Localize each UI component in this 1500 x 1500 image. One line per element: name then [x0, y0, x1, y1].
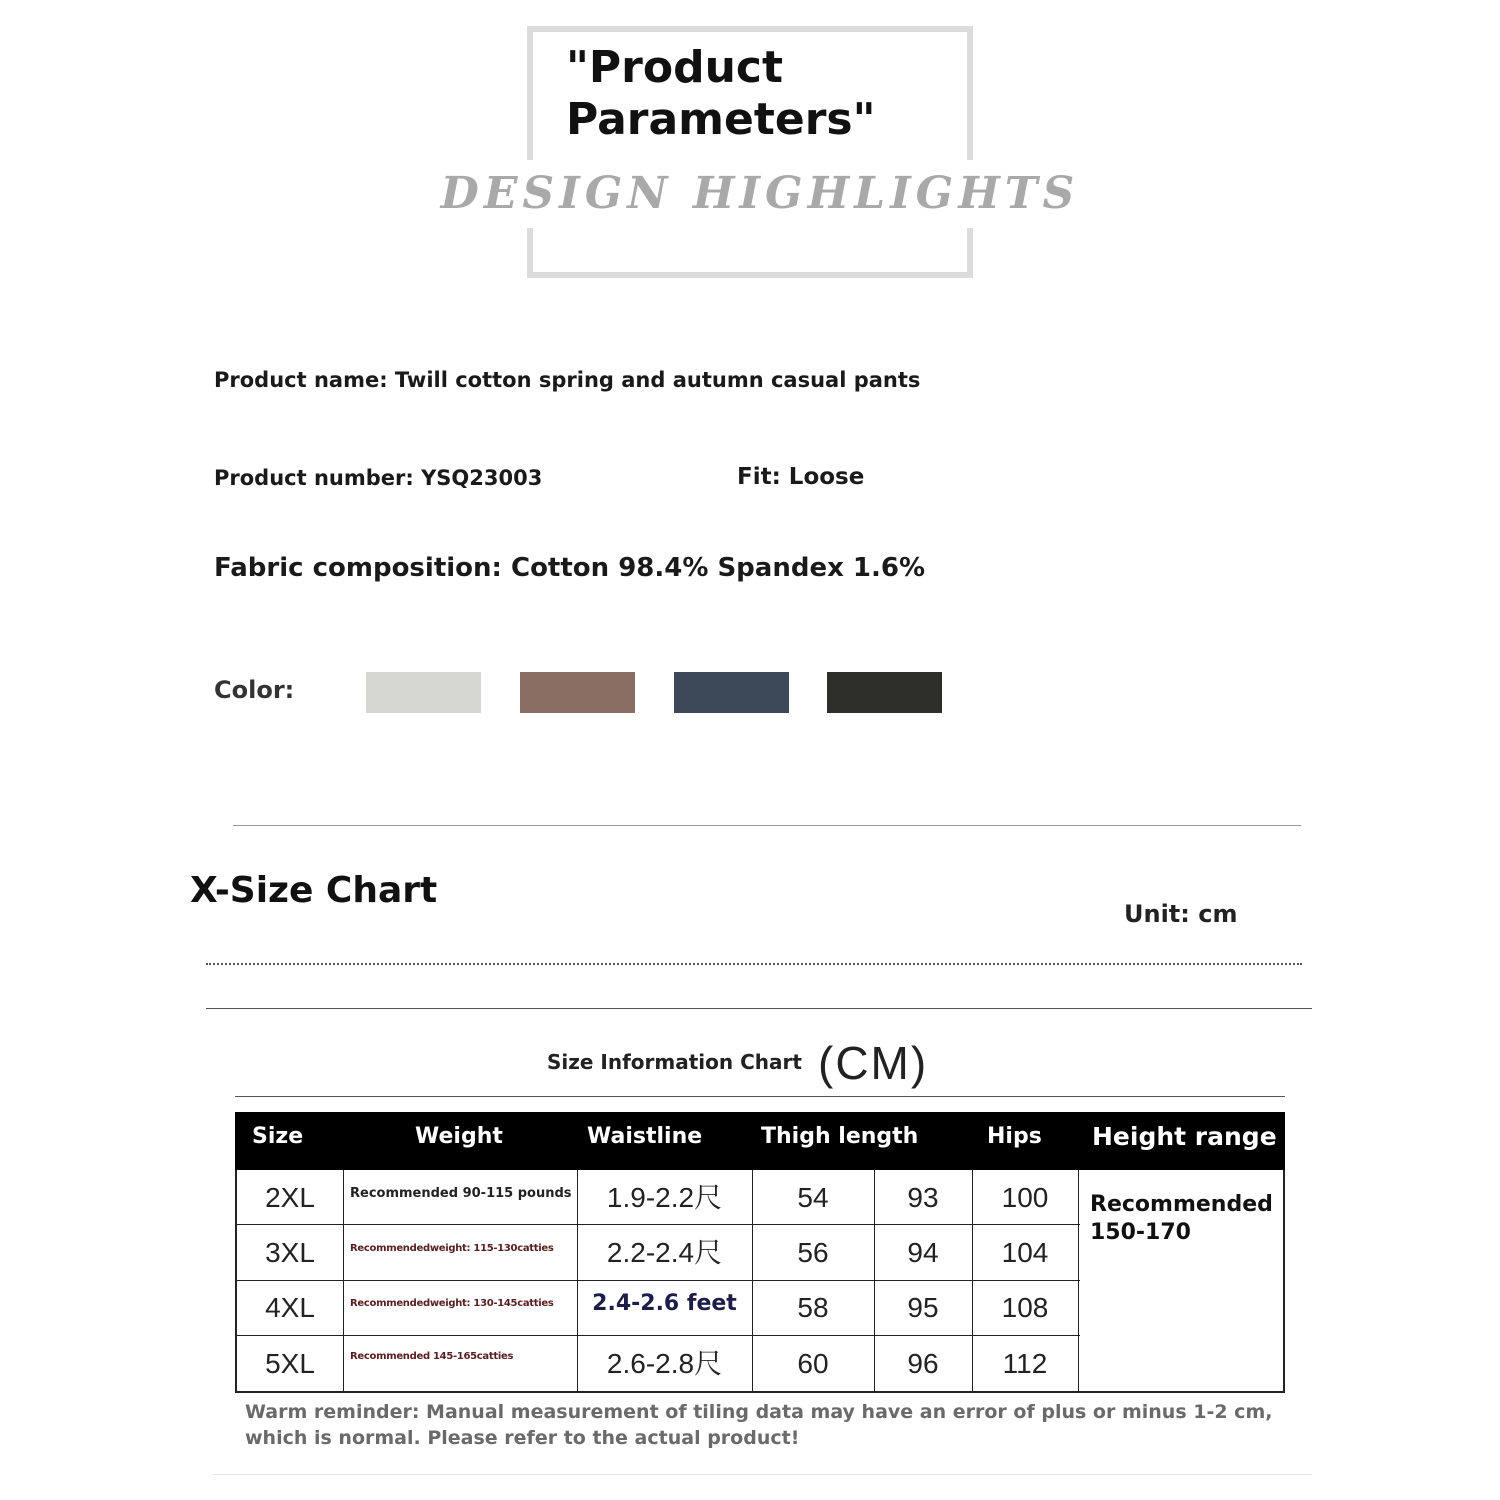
header-size: Size: [252, 1124, 304, 1149]
fabric-composition: Fabric composition: Cotton 98.4% Spandex 1.6%: [214, 553, 926, 583]
cell-length: 96: [907, 1348, 939, 1379]
header-hips: Hips: [987, 1124, 1042, 1149]
page-title: "Product Parameters": [566, 42, 876, 145]
caption-underline: [235, 1096, 1285, 1097]
size-table: [235, 1112, 1285, 1393]
cell-length: 95: [907, 1292, 939, 1323]
chart-caption-unit: (CM): [818, 1037, 929, 1089]
cell-weight: Recommended 145-165catties: [350, 1351, 514, 1362]
header-height-range: Height range: [1092, 1122, 1277, 1151]
cell-thigh: 60: [797, 1348, 829, 1379]
cell-thigh: 58: [797, 1292, 829, 1323]
cell-waistline: 2.2-2.4尺: [606, 1237, 723, 1268]
size-chart-title: X-Size Chart: [190, 870, 438, 911]
product-name: Product name: Twill cotton spring and autumn casual pants: [214, 368, 921, 392]
warm-reminder: Warm reminder: Manual measurement of tiling data may have an error of plus or minus 1-2 cm, which is normal. Please refer to the actual product!: [245, 1401, 1273, 1449]
cell-weight: Recommended 90-115 pounds: [350, 1186, 572, 1201]
cell-waistline: 2.6-2.8尺: [606, 1348, 723, 1379]
product-number: Product number: YSQ23003: [214, 466, 543, 490]
cell-size: 2XL: [265, 1182, 315, 1213]
header-thigh-length: Thigh length: [761, 1124, 919, 1149]
cell-size: 5XL: [265, 1348, 315, 1379]
cell-length: 93: [907, 1182, 939, 1213]
chart-caption: Size Information Chart: [547, 1050, 802, 1074]
unit-label: Unit: cm: [1124, 900, 1238, 928]
product-fit: Fit: Loose: [737, 464, 865, 490]
color-swatch-light-gray: [366, 672, 481, 713]
table-header: [235, 1112, 1285, 1170]
cell-weight: Recommendedweight: 130-145catties: [350, 1298, 554, 1309]
cell-size: 4XL: [265, 1292, 315, 1323]
height-range-value: 150-170: [1090, 1220, 1191, 1245]
page-subtitle: DESIGN HIGHLIGHTS: [440, 168, 1080, 219]
cell-waistline: 1.9-2.2尺: [606, 1182, 723, 1213]
color-swatch-black: [827, 672, 942, 713]
chart-top-rule: [206, 1008, 1312, 1009]
cell-hips: 108: [1001, 1292, 1049, 1323]
cell-size: 3XL: [265, 1237, 315, 1268]
header-waistline: Waistline: [587, 1124, 703, 1149]
cell-hips: 112: [1002, 1348, 1048, 1379]
color-swatch-navy: [674, 672, 789, 713]
cell-hips: 104: [1001, 1237, 1049, 1268]
bottom-divider: [212, 1474, 1312, 1475]
cell-waistline: 2.4-2.6 feet: [592, 1291, 737, 1316]
height-range-cell: [1090, 1191, 1273, 1247]
cell-thigh: 56: [797, 1237, 829, 1268]
color-label: Color:: [214, 676, 295, 704]
height-range-label: Recommended: [1090, 1192, 1273, 1217]
dotted-divider: [206, 963, 1302, 965]
color-swatch-brown: [520, 672, 635, 713]
cell-hips: 100: [1001, 1182, 1049, 1213]
cell-weight: Recommendedweight: 115-130catties: [350, 1243, 554, 1254]
cell-thigh: 54: [797, 1182, 829, 1213]
header-weight: Weight: [415, 1124, 503, 1149]
section-divider: [233, 825, 1301, 826]
cell-length: 94: [907, 1237, 939, 1268]
